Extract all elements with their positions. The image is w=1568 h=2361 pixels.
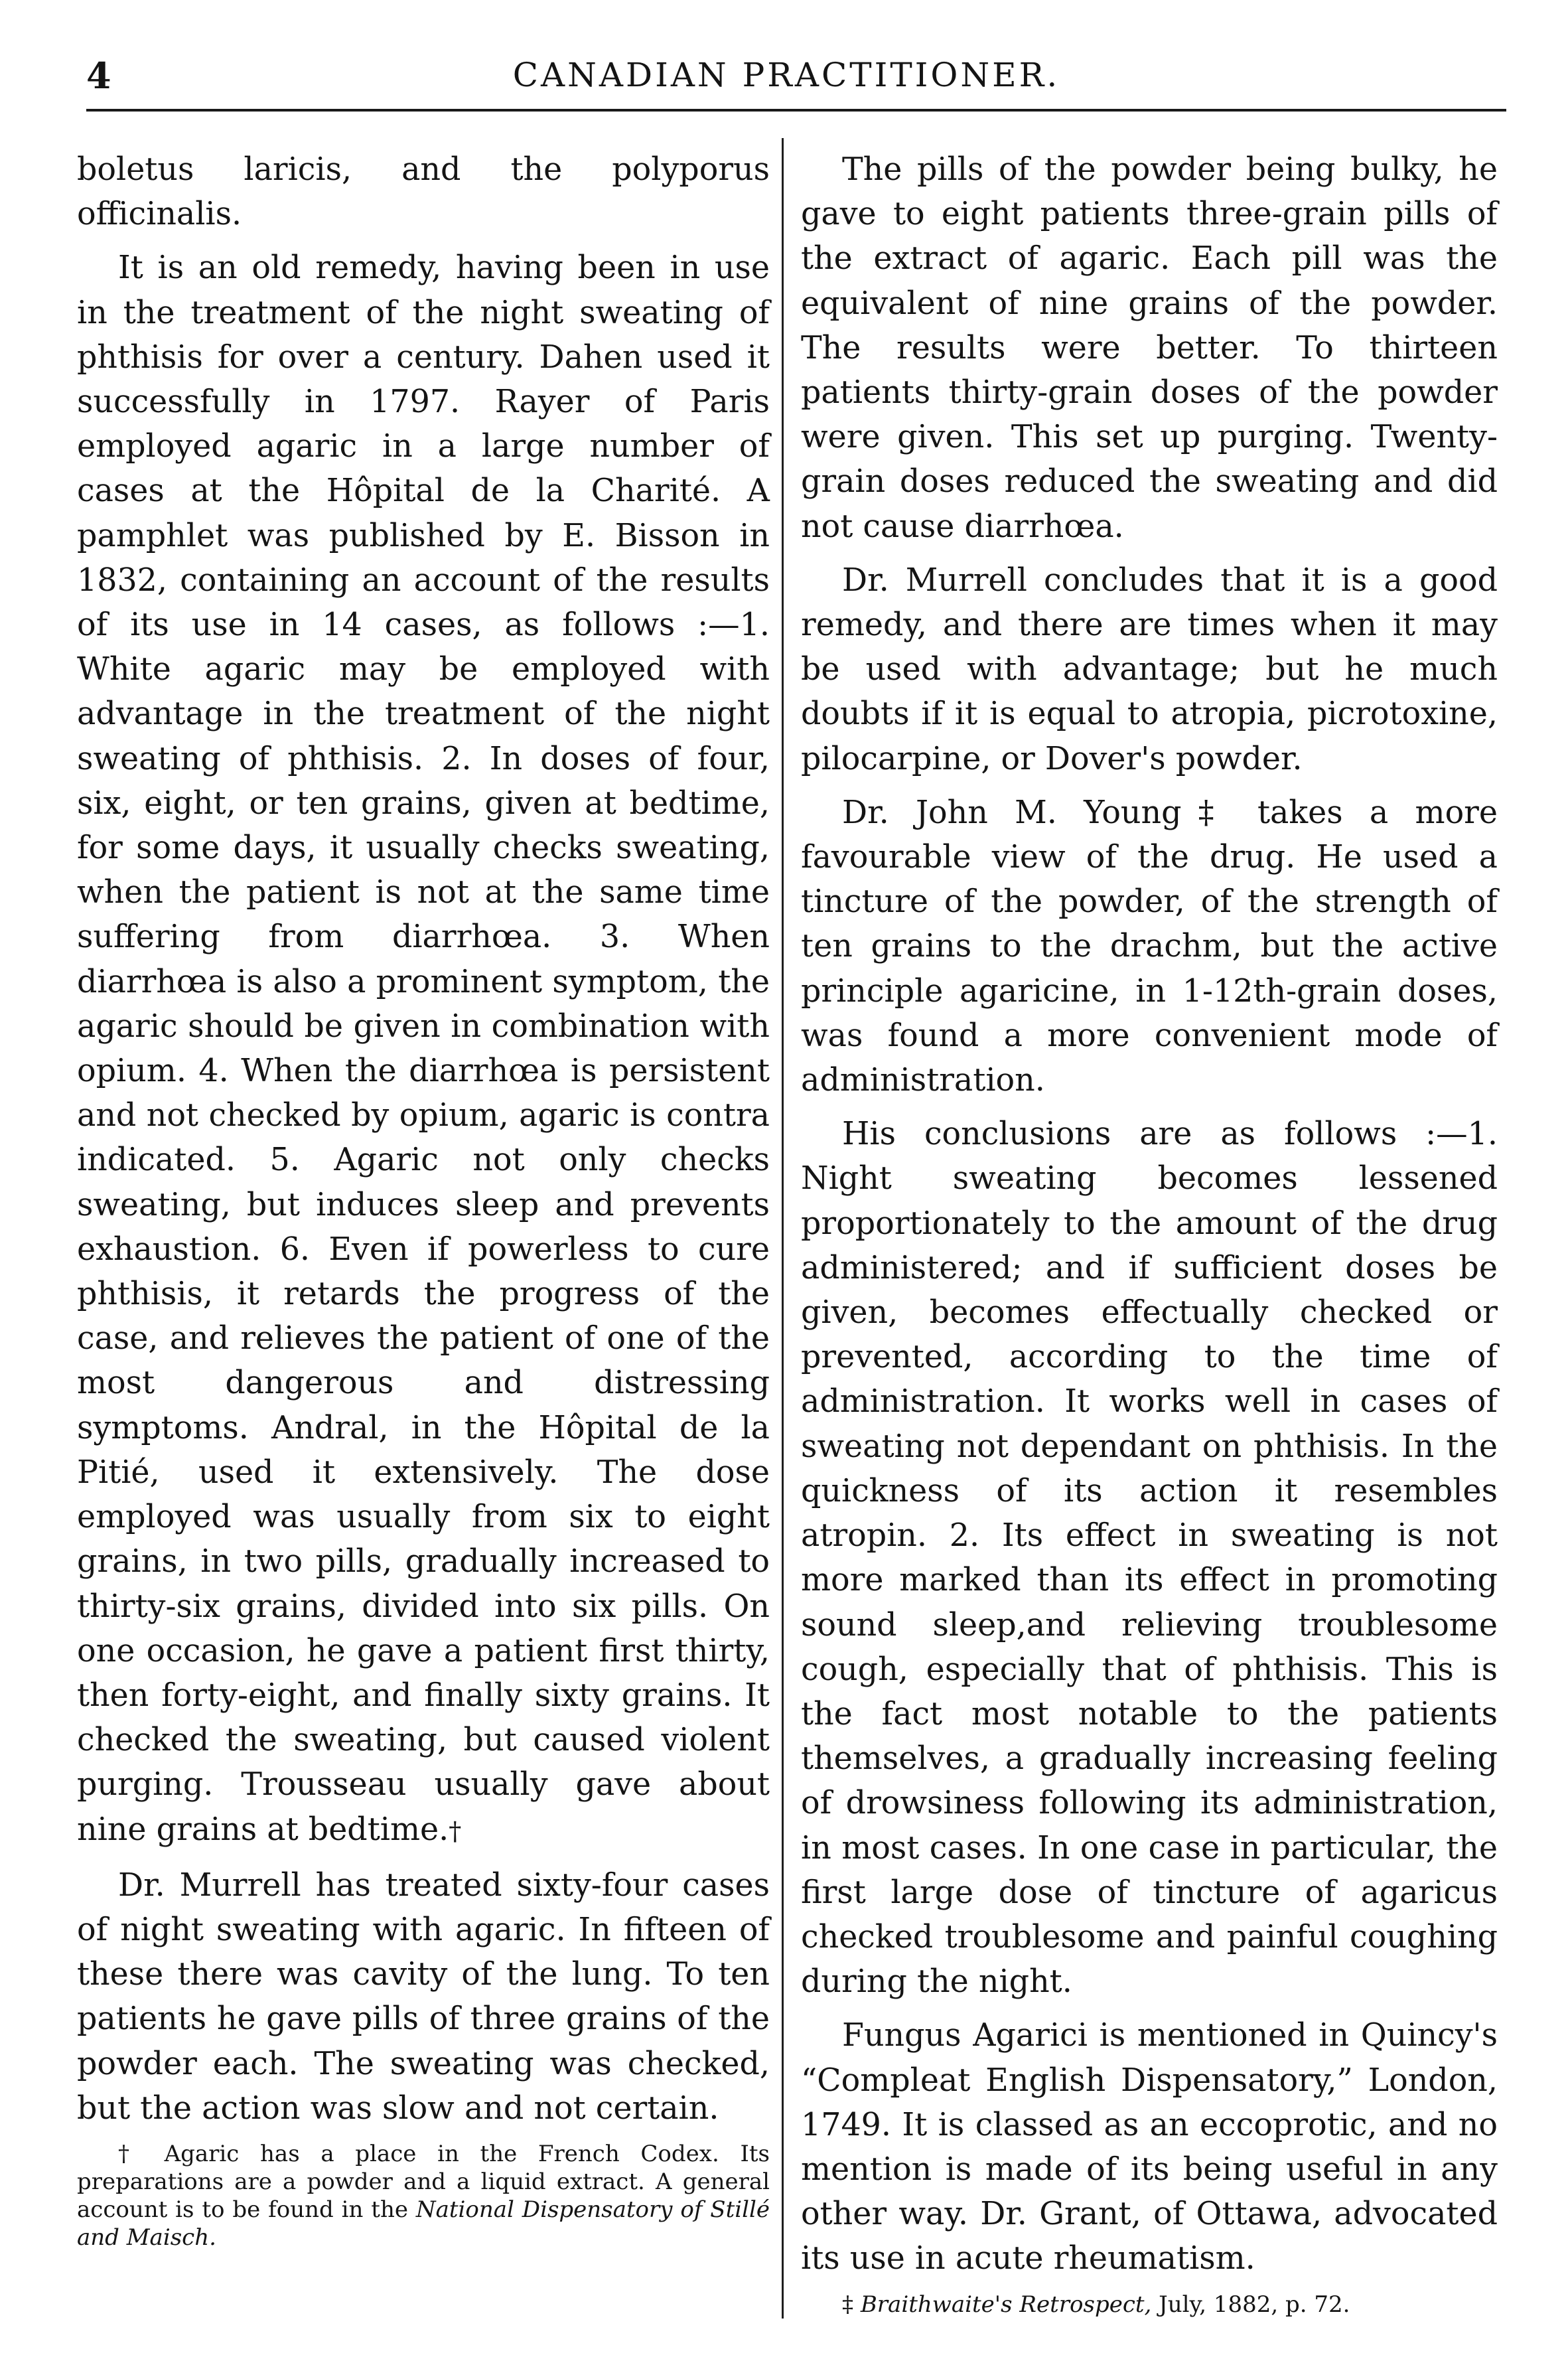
right-footnote-marker: ‡ [842,2291,853,2318]
left-paragraph-1: boletus laricis, and the polyporus officinalis. [77,151,770,233]
left-paragraph-2-text: It is an old remedy, having been in use in the treatment of the night sweating of phthisis for over a century. Dahen used it successfully in 1797. Rayer of Paris employed agaric in a large number of cases at the Hôpital de la Charité. A pamphlet was published by E. Bisson in 1832, containing an account of the results of its use in 14 cases, as follows :—1. White agaric may be employed with advantage in the treatment of the night sweating of phthisis. 2. In doses of four, six, eight, or ten grains, given at bedtime, for some days, it usually checks sweating, when the patient is not at the same time suffering from diarrhœa. 3. When diarrhœa is also a prominent symptom, the agaric should be given in combination with opium. 4. When the diarrhœa is persistent and not checked by opium, agaric is contra indicated. 5. Agaric not only checks sweating, but induces sleep and prevents exhaustion. 6. Even if powerless to cure phthisis, it retards the progress of the case, and relieves the patient of one of the most dangerous and distressing symptoms. Andral, in the Hôpital de la Pitié, used it extensively. The dose employed was usually from six to eight grains, in two pills, gradually increased to thirty-six grains, divided into six pills. On one occasion, he gave a patient first thirty, then forty-eight, and finally sixty grains. It checked the sweating, but caused violent purging. Trousseau usually gave about nine grains at bedtime. [77,250,770,1848]
dagger-footnote-marker: † [449,1816,462,1846]
right-paragraph-1: The pills of the powder being bulky, he gave to eight patients three-grain pills of the extract of agaric. Each pill was the equivalent of nine grains of the powder. The results were better. To thirteen patients thirty-grain doses of the powder were given. This set up purging. Twenty-grain doses reduced the sweating and did not cause diarrhœa. [801,151,1498,545]
right-paragraph-2: Dr. Murrell concludes that it is a good remedy, and there are times when it may be used with advantage; but he much doubts if it is equal to atropia, picrotoxine, pilocarpine, or Dover's powder. [801,562,1498,777]
right-column [801,147,1498,2319]
left-paragraph-2 [77,246,770,1853]
left-paragraph-3: Dr. Murrell has treated sixty-four cases of night sweating with agaric. In fifteen of these there was cavity of the lung. To ten patients he gave pills of three grains of the powder each. The sweating was checked, but the action was slow and not certain. [77,1866,770,2127]
right-footnote [801,2291,1498,2319]
left-footnote-text: Agaric has a place in the French Codex. Its preparations are a powder and a liquid extract. A general account is to be found in the [77,2140,770,2223]
right-footnote-text: July, 1882, p. 72. [1151,2291,1350,2318]
column-divider [782,138,784,2319]
left-footnote-marker: † [118,2140,143,2167]
right-paragraph-4: His conclusions are as follows :—1. Night sweating becomes lessened proportionately to the amount of the drug administered; and if sufficient doses be given, becomes effectually checked or prevented, according to the time of administration. It works well in cases of sweating not dependant on phthisis. In the quickness of its action it resembles atropin. 2. Its effect in sweating is not more marked than its effect in promoting sound sleep,and relieving troublesome cough, especially that of phthisis. This is the fact most notable to the patients themselves, a gradually increasing feeling of drowsiness following its administration, in most cases. In one case in particular, the first large dose of tincture of agaricus checked troublesome and painful coughing during the night. [801,1116,1498,2001]
right-paragraph-5: Fungus Agarici is mentioned in Quincy's “Compleat English Dispensatory,” London, 1749. It is classed as an eccoprotic, and no mention is made of its being useful in any other way. Dr. Grant, of Ottawa, advocated its use in acute rheumatism. [801,2017,1498,2277]
page-number: 4 [86,54,112,97]
right-footnote-source: Braithwaite's Retrospect, [860,2291,1152,2318]
running-head [66,41,1506,114]
left-column [77,147,770,2251]
header-rule [86,109,1506,112]
right-paragraph-3 [801,791,1498,1103]
left-footnote [77,2140,770,2251]
double-dagger-footnote-marker: ‡ [1181,794,1231,831]
journal-title: CANADIAN PRACTITIONER. [512,56,1060,94]
right-paragraph-3-text-b: takes a more favourable view of the drug. He used a tincture of the powder, of the strength of ten grains to the drachm, but the active principle agaricine, in 1-12th-grain doses, was found a more convenient mode of administration. [801,794,1498,1099]
left-footnote-source: National Dispensatory of Stillé and Maisch. [77,2196,770,2251]
right-paragraph-3-text-a: Dr. John M. Young [842,794,1182,831]
